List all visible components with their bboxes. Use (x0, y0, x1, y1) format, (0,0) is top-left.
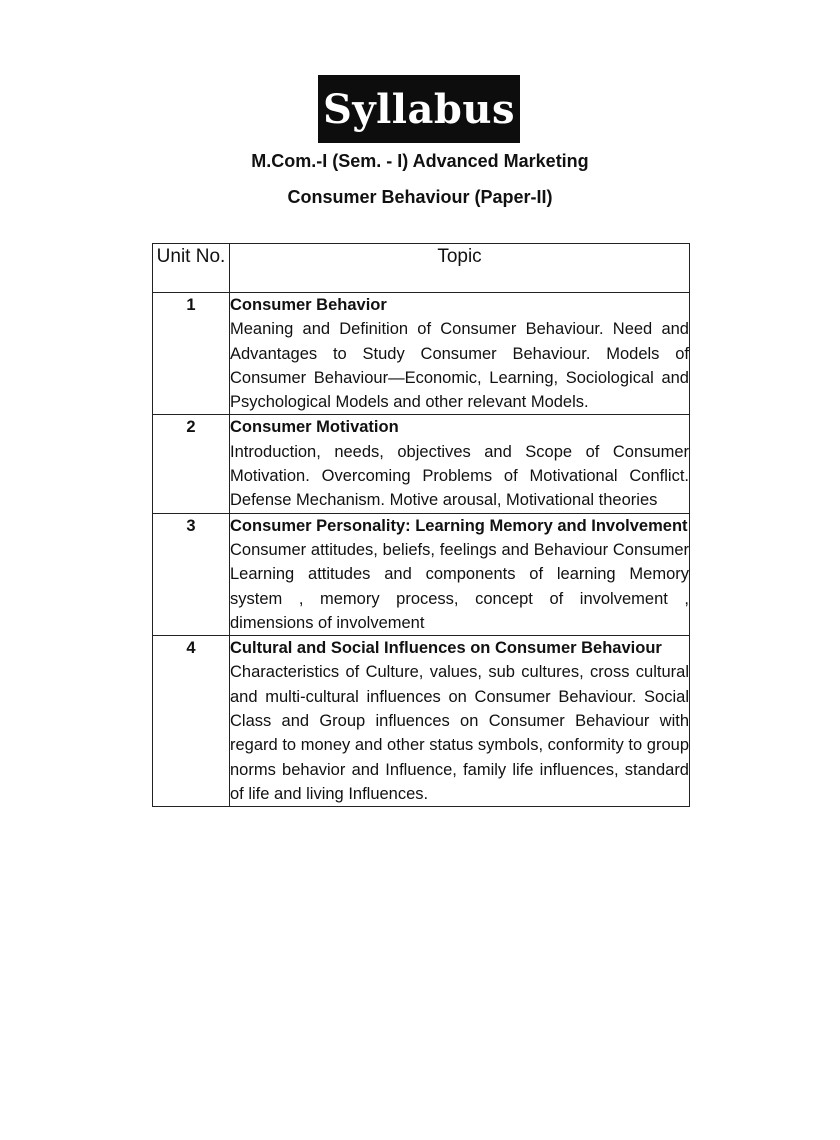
table-row (153, 293, 690, 415)
paper-title: Consumer Behaviour (Paper-II) (287, 187, 553, 207)
table-row (153, 636, 690, 807)
syllabus-title-text: Syllabus (322, 85, 515, 133)
syllabus-title-badge (318, 75, 520, 143)
unit-number: 3 (153, 513, 230, 635)
topic-cell (230, 415, 690, 513)
topic-description: Characteristics of Culture, values, sub cultures, cross cultural and multi-cultural influences on Consumer Behaviour. Social Class and Group influences on Consumer Behaviour with regard to money and other status symbols, conformity to group norms behavior and Influence, family life influences, standard of life and living Influences. (230, 663, 689, 803)
topic-title: Consumer Personality: Learning Memory and Involvement (230, 516, 688, 535)
table-header-row (153, 244, 690, 293)
topic-title: Cultural and Social Influences on Consumer Behaviour (230, 639, 662, 658)
topic-title: Consumer Behavior (230, 296, 387, 314)
syllabus-table (152, 243, 690, 807)
topic-cell (230, 293, 690, 415)
column-header-topic: Topic (230, 244, 690, 293)
course-title: M.Com.-I (Sem. - I) Advanced Marketing (251, 151, 589, 171)
topic-cell (230, 513, 690, 635)
topic-description: Introduction, needs, objectives and Scope of Consumer Motivation. Overcoming Problems of Motivational Conflict. Defense Mechanism. Motive arousal, Motivational theories (230, 442, 689, 510)
topic-description: Consumer attitudes, beliefs, feelings and Behaviour Consumer Learning attitudes and components of learning Memory system , memory process, concept of involvement , dimensions of involvement (230, 540, 689, 632)
unit-number: 2 (153, 415, 230, 513)
unit-number: 1 (153, 293, 230, 415)
column-header-unit: Unit No. (153, 244, 230, 293)
table-row (153, 415, 690, 513)
table-row (153, 513, 690, 635)
unit-number: 4 (153, 636, 230, 807)
topic-description: Meaning and Definition of Consumer Behaviour. Need and Advantages to Study Consumer Behaviour. Models of Consumer Behaviour—Economic, Learning, Sociological and Psychological Models and other relevant Models. (230, 320, 689, 412)
topic-cell (230, 636, 690, 807)
topic-title: Consumer Motivation (230, 418, 399, 437)
